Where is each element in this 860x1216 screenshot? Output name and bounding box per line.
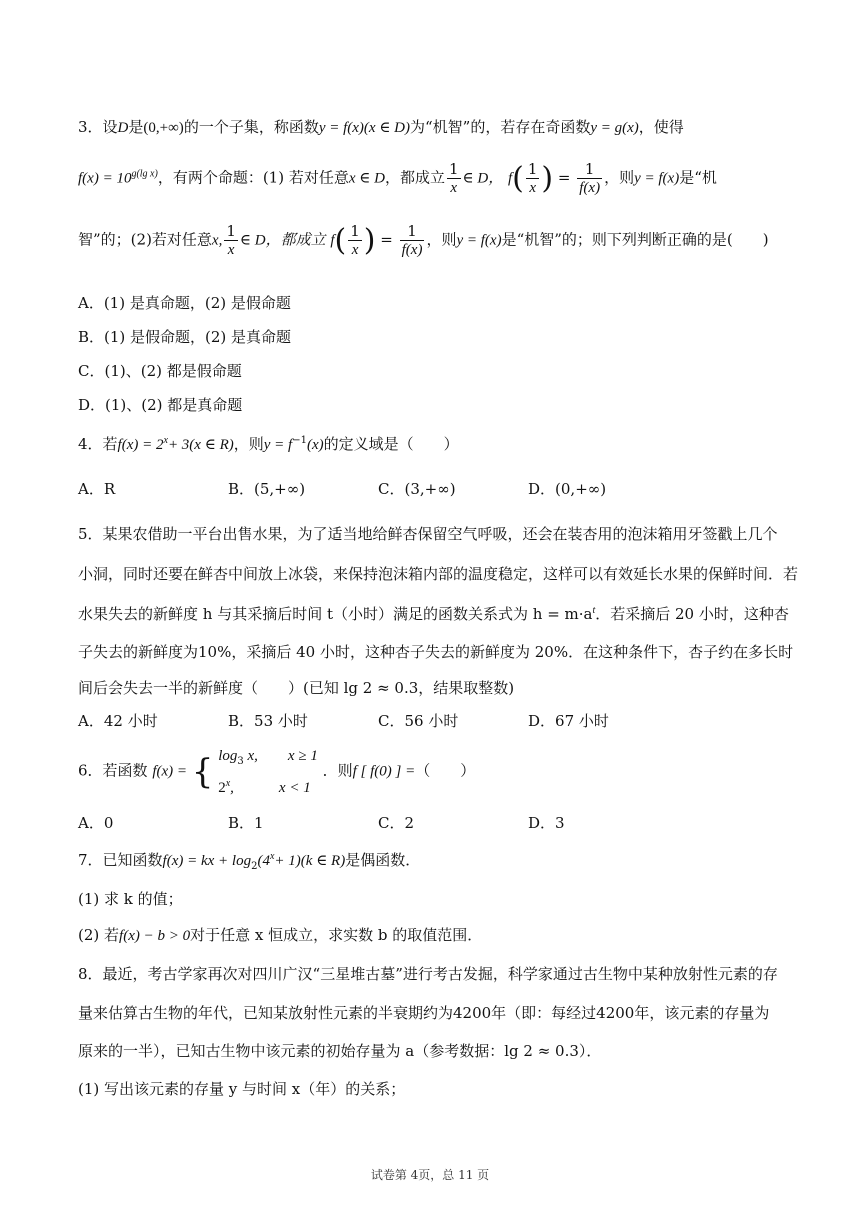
q3-option-d: D．(1)、(2) 都是真命题 xyxy=(78,396,243,414)
q3-frac-den: x xyxy=(227,242,235,258)
q3-text: ∈ D，都成立 xyxy=(239,232,326,249)
q7-part1: (1) 求 k 的值； xyxy=(78,890,183,908)
q5-line1: 5．某果农借助一平台出售水果，为了适当地给鲜杏保留空气呼吸，还会在装杏用的泡沫箱用牙签戳上几个 xyxy=(78,525,778,543)
q8-line1: 8．最近，考古学家再次对四川广汉“三星堆古墓”进行考古发掘，科学家通过古生物中某种放射性元素的存 xyxy=(78,965,778,983)
q5-line3-text: 水果失去的新鲜度 h 与其采摘后时间 t（小时）满足的函数关系式为 h = m·a xyxy=(78,605,593,623)
q5-option-b: B．53 小时 xyxy=(228,712,308,730)
q3-relation: f(x) = 10 xyxy=(78,170,132,187)
q3-option-a: A．(1) 是真命题，(2) 是假命题 xyxy=(78,294,291,312)
q6-number: 6．若函数 xyxy=(78,761,148,780)
q3-x: x, xyxy=(211,232,223,249)
q7-inequality: f(x) − b > 0 xyxy=(119,928,191,944)
q3-text: ，都成立 xyxy=(384,168,445,187)
q5-line5: 间后会失去一半的新鲜度（ ）(已知 lg 2 ≈ 0.3，结果取整数) xyxy=(78,679,515,697)
q3-relation-exp: g(lg x) xyxy=(131,168,158,180)
q3-g-def: y = g(x) xyxy=(590,120,639,136)
q5-line3 xyxy=(78,603,789,624)
q3-frac-num: 1 xyxy=(400,222,425,241)
q3-text: ∈ D， xyxy=(462,170,504,187)
q3-frac-num: 1 xyxy=(527,160,538,178)
q3-y-f: y = f(x) xyxy=(456,232,502,249)
q3-text: ，则 xyxy=(426,230,457,249)
q6-func: f(x) = xyxy=(152,763,188,780)
q3-text: 为“机智”的，若存在奇函数 xyxy=(410,118,591,136)
q5-line4: 子失去的新鲜度为10%，采摘后 40 小时，这种杏子失去的新鲜度为 20%．在这种条件下，杏子约在多长时 xyxy=(78,643,794,661)
q4-exp: x xyxy=(163,435,168,446)
q4-option-c: C．(3,+∞) xyxy=(378,480,456,498)
q3-line1 xyxy=(78,116,684,137)
q5-line3-tail: ．若采摘后 20 小时，这种杏 xyxy=(595,605,789,623)
q3-x-in-d: x ∈ D xyxy=(348,170,385,187)
q7-exp: x xyxy=(269,851,275,862)
q5-exp: t xyxy=(592,605,596,616)
q6-ff0: f [ f(0) ] = xyxy=(352,763,416,780)
q3-func-def: y = f(x)(x ∈ D) xyxy=(318,120,411,136)
q3-set-d: D xyxy=(117,120,129,136)
q6-case1-cond: x, x ≥ 1 xyxy=(243,748,318,764)
q3-frac-den: x xyxy=(529,180,536,196)
q3-fraction-4 xyxy=(224,222,238,259)
q3-text: 智”的；(2)若对任意 xyxy=(78,230,212,249)
q4-number: 4．若 xyxy=(78,435,118,453)
q3-frac-den-fx: f(x) xyxy=(579,180,601,196)
q6-cases xyxy=(218,744,318,799)
q3-line3: 智”的；(2)若对任意x, $\frac{1}{x}$ ∈ D，都成立 f( $\frac{1}{x}$ ) = $\frac{1}{f(x)}$ ，则y = f(x)是“机智”的；则下列判断正确的是( ) xyxy=(78,222,769,258)
q6-case2-exp: x xyxy=(225,778,231,789)
q4-option-a: A．R xyxy=(78,480,116,498)
q4-option-d: D．(0,+∞) xyxy=(528,480,607,498)
q3-number: 3．设 xyxy=(78,118,118,136)
q7-log-base: 2 xyxy=(251,861,258,872)
q7-func-c: + 1)(k ∈ R) xyxy=(274,853,346,869)
q4-option-b: B．(5,+∞) xyxy=(228,480,306,498)
q3-fraction-3 xyxy=(577,160,602,197)
q3-frac-num: 1 xyxy=(350,222,360,240)
q6-case2-cond: , x < 1 xyxy=(230,780,311,796)
q3-text: ，使得 xyxy=(638,118,684,136)
q7-text: 对于任意 x 恒成立，求实数 b 的取值范围． xyxy=(190,926,483,944)
q3-text: 是“机智”的；则下列判断正确的是( ) xyxy=(501,230,769,249)
q3-frac-num: 1 xyxy=(577,160,602,179)
q7-text: 是偶函数． xyxy=(345,851,421,869)
q3-frac-num: 1 xyxy=(448,160,459,178)
q7-text: (2) 若 xyxy=(78,926,120,944)
q6-case2: 2 xyxy=(218,780,226,796)
q3-text: 是 xyxy=(128,118,144,136)
q3-frac-den: x xyxy=(450,180,458,196)
q5-option-d: D．67 小时 xyxy=(528,712,609,730)
q5-option-a: A．42 小时 xyxy=(78,712,158,730)
q7-stem xyxy=(78,849,420,872)
q6-text: ．则 xyxy=(322,761,353,780)
q4-text: ，则 xyxy=(233,435,264,453)
q4-inverse-arg: (x) xyxy=(306,437,324,453)
q4-inverse: y = f xyxy=(263,437,293,453)
q6-option-b: B．1 xyxy=(228,814,264,832)
q8-line4: (1) 写出该元素的存量 y 与时间 x（年）的关系； xyxy=(78,1080,406,1098)
q6-option-d: D．3 xyxy=(528,814,565,832)
q5-option-c: C．56 小时 xyxy=(378,712,459,730)
q3-text: 是“机 xyxy=(679,168,717,187)
q3-interval: (0,+∞) xyxy=(143,120,184,136)
q4-func: f(x) = 2 xyxy=(117,437,164,453)
q3-option-b: B．(1) 是假命题，(2) 是真命题 xyxy=(78,328,292,346)
q4-stem xyxy=(78,433,459,454)
q7-number: 7．已知函数 xyxy=(78,851,163,869)
q3-fraction-6 xyxy=(400,222,425,259)
q4-text: 的定义域是（ ） xyxy=(323,435,459,453)
q4-inverse-exp: −1 xyxy=(292,435,307,446)
q7-func: f(x) = kx + log xyxy=(162,853,252,869)
q8-line2: 量来估算古生物的年代，已知某放射性元素的半衰期约为4200年（即：每经过4200年，该元素的存量为 xyxy=(78,1004,770,1022)
page-footer: 试卷第 4页，总 11 页 xyxy=(370,1168,490,1182)
q3-text: ，则 xyxy=(604,168,635,187)
q3-text: ，有两个命题：(1) 若对任意 xyxy=(157,168,349,187)
q3-text: 的一个子集，称函数 xyxy=(183,118,319,136)
q3-fraction xyxy=(447,160,461,197)
q6-text: （ ） xyxy=(415,761,476,780)
q3-fraction-2 xyxy=(526,160,540,197)
q3-y-f: y = f(x) xyxy=(634,170,680,187)
q3-line2: $f(x) = 10^{g(lg x)}$，有两个命题：(1) 若对任意x ∈ D，都成立 $\frac{1}{x}$ ∈ D， f( $\frac{1}{x}$ ) = $\frac{1}{f(x)}$ ，则y = f(x)是“机 xyxy=(78,160,717,196)
q7-part2 xyxy=(78,924,482,945)
q3-frac-den-fx: f(x) xyxy=(401,242,423,258)
q6-option-a: A．0 xyxy=(78,814,114,832)
q8-line3: 原来的一半），已知古生物中该元素的初始存量为 a（参考数据：lg 2 ≈ 0.3）． xyxy=(78,1042,602,1060)
q6-case1: log xyxy=(218,748,238,764)
q6-case1-base: 3 xyxy=(237,756,244,767)
q4-func-tail: + 3(x ∈ R) xyxy=(167,437,234,453)
q5-line2: 小洞，同时还要在鲜杏中间放上冰袋，来保持泡沫箱内部的温度稳定，这样可以有效延长水果的保鲜时间．若 xyxy=(78,565,799,583)
q3-frac-num: 1 xyxy=(226,222,236,240)
q6-option-c: C．2 xyxy=(378,814,415,832)
q7-func-b: (4 xyxy=(257,853,270,869)
q3-frac-den: x xyxy=(351,242,359,258)
q3-option-c: C．(1)、(2) 都是假命题 xyxy=(78,362,242,380)
q6-stem: 6．若函数 f(x) = { $\log_3 x$, x ≥ 1 2$^x$, x < 1 ．则f [ f(0) ] =（ ） xyxy=(78,744,475,799)
q3-fraction-5 xyxy=(348,222,362,259)
